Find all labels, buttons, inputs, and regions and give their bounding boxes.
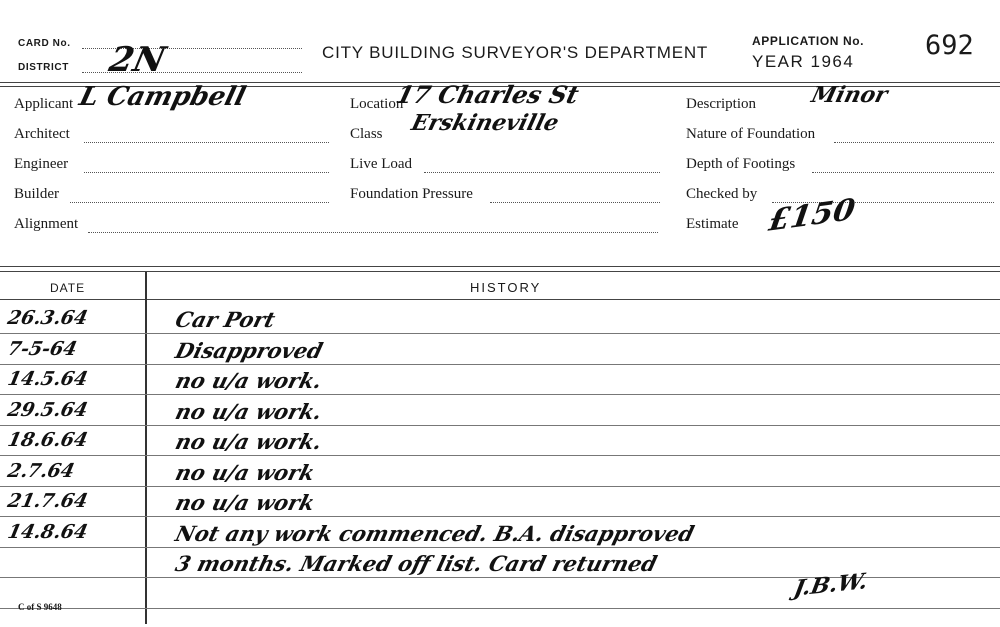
engineer-dots [84,172,329,173]
architect-label: Architect [14,126,70,142]
card-no-label: CARD No. [18,38,71,49]
history-ruled-line [0,425,1000,426]
mid-rule [0,266,1000,267]
description-label: Description [686,96,756,112]
header-rule [0,299,1000,300]
description-value: Minor [808,82,891,108]
form-code: C of S 9648 [18,602,62,612]
district-value: 2N [105,40,170,80]
history-date: 21.7.64 [5,490,90,512]
builder-dots [70,202,329,203]
history-ruled-line [0,394,1000,395]
checked-by-label: Checked by [686,186,758,202]
district-label: DISTRICT [18,62,69,73]
history-ruled-line [0,516,1000,517]
alignment-dots [88,232,658,233]
architect-dots [84,142,329,143]
history-entry: no u/a work. [172,429,325,454]
history-date: 14.8.64 [5,520,90,543]
class-value: Erskineville [408,110,562,136]
estimate-value: £150 [766,192,858,239]
history-entry: Car Port [172,307,278,332]
history-date: 14.5.64 [5,368,90,390]
history-entry: no u/a work. [172,368,325,393]
history-date: 2.7.64 [5,459,77,482]
history-date: 26.3.64 [5,307,90,329]
history-ruled-line [0,455,1000,456]
initials-signature: J.B.W. [791,568,870,602]
applicant-label: Applicant [14,96,74,112]
history-date: 18.6.64 [5,429,90,451]
history-entry: no u/a work [172,459,318,485]
foundation-pressure-dots [490,202,660,203]
estimate-label: Estimate [686,216,739,232]
live-load-dots [424,172,660,173]
history-entry: Not any work commenced. B.A. disapproved [172,520,697,546]
nature-of-foundation-label: Nature of Foundation [686,126,816,142]
history-ruled-line [0,547,1000,548]
location-value: 17 Charles St [393,80,582,109]
class-label: Class [350,126,383,142]
history-entry: no u/a work. [172,398,325,424]
history-header: HISTORY [470,280,542,295]
mid-rule-2 [0,271,1000,272]
date-column-divider [145,272,147,624]
depth-of-footings-label: Depth of Footings [686,156,796,172]
application-label: APPLICATION No. [752,34,865,48]
history-entry: Disapproved [172,337,326,363]
year-label: YEAR 1964 [752,52,855,71]
history-ruled-line [0,608,1000,609]
alignment-label: Alignment [14,216,79,232]
history-ruled-line [0,333,1000,334]
engineer-label: Engineer [14,156,69,172]
builder-label: Builder [14,186,59,202]
history-ruled-line [0,364,1000,365]
applicant-value: L Campbell [76,82,249,112]
nature-of-foundation-dots [834,142,994,143]
foundation-pressure-label: Foundation Pressure [350,186,473,202]
history-ruled-line [0,486,1000,487]
history-entry: 3 months. Marked off list. Card returned [172,551,660,576]
history-entry: no u/a work [172,490,318,515]
live-load-label: Live Load [350,156,413,172]
department-title: CITY BUILDING SURVEYOR'S DEPARTMENT [322,43,709,62]
application-number: 692 [925,30,974,61]
location-label: Location [350,96,404,112]
depth-of-footings-dots [812,172,994,173]
date-header: DATE [50,281,86,295]
history-date: 7-5-64 [5,337,79,360]
history-date: 29.5.64 [5,398,90,421]
